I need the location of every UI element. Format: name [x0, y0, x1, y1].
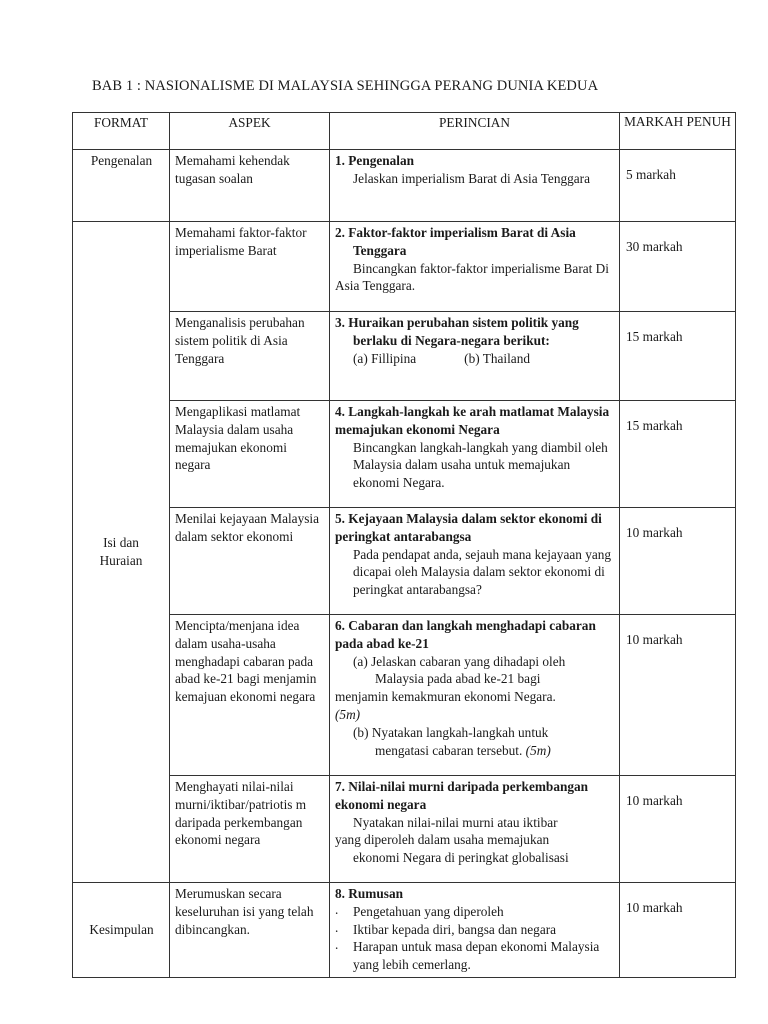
format-label: Pengenalan — [90, 153, 153, 168]
option-a-line1: (a) Jelaskan cabaran yang dihadapi oleh — [353, 653, 566, 669]
perincian-cell — [330, 776, 620, 883]
aspek-cell — [170, 508, 330, 615]
perincian-cell — [330, 401, 620, 508]
markah-cell — [620, 312, 736, 401]
markah-cell — [620, 508, 736, 615]
markah-value: 10 markah — [626, 900, 683, 915]
table-row — [73, 150, 736, 222]
perincian-options — [335, 350, 615, 368]
perincian-body-line3: ekonomi Negara di peringkat globalisasi — [353, 850, 569, 866]
aspek-cell — [170, 401, 330, 508]
perincian-cell — [330, 508, 620, 615]
header-format: FORMAT — [73, 113, 170, 150]
perincian-body-line1: Nyatakan nilai-nilai murni atau iktibar — [353, 814, 558, 830]
format-cell — [73, 222, 170, 883]
aspek-cell — [170, 312, 330, 401]
aspek-text: Mengaplikasi matlamat Malaysia dalam usaha memajukan ekonomi negara — [175, 404, 301, 473]
table-row — [73, 615, 736, 776]
option-a: (a) Fillipina — [353, 350, 417, 366]
perincian-body: Pada pendapat anda, sejauh mana kejayaan yang dicapai oleh Malaysia dalam sektor ekonomi di peringkat antarabangsa? — [353, 546, 612, 598]
perincian-heading: 6. Cabaran dan langkah menghadapi cabaran pada abad ke-21 — [335, 618, 596, 651]
aspek-text: Mencipta/menjana idea dalam usaha-usaha menghadapi cabaran pada abad ke-21 bagi menjamin kemajuan ekonomi negara — [175, 618, 317, 705]
table-row — [73, 312, 736, 401]
list-item: . Harapan untuk masa depan ekonomi Malaysia yang lebih cemerlang. — [335, 938, 615, 974]
aspek-cell — [170, 776, 330, 883]
aspek-text: Menganalisis perubahan sistem politik di Asia Tenggara — [175, 315, 305, 366]
option-b: (b) Thailand — [464, 350, 531, 366]
rubric-table — [72, 112, 736, 978]
markah-value: 15 markah — [626, 418, 683, 433]
perincian-heading-cont: berlaku di Negara-negara berikut: — [353, 332, 550, 348]
list-item: . Pengetahuan yang diperoleh — [335, 903, 615, 921]
markah-value: 10 markah — [626, 632, 683, 647]
markah-cell — [620, 222, 736, 312]
option-a-line3: menjamin kemakmuran ekonomi Negara. — [335, 689, 556, 705]
markah-cell — [620, 615, 736, 776]
markah-value: 30 markah — [626, 239, 683, 254]
format-label: Isi dan Huraian — [99, 535, 143, 568]
list-item: . Iktibar kepada diri, bangsa dan negara — [335, 921, 615, 939]
perincian-cell — [330, 615, 620, 776]
markah-value: 10 markah — [626, 525, 683, 540]
document-title: BAB 1 : NASIONALISME DI MALAYSIA SEHINGGA PERANG DUNIA KEDUA — [92, 78, 599, 94]
aspek-text: Menilai kejayaan Malaysia dalam sektor ekonomi — [175, 511, 319, 544]
markah-value: 15 markah — [626, 329, 683, 344]
format-cell — [73, 150, 170, 222]
markah-value: 5 markah — [626, 167, 676, 182]
table-row — [73, 401, 736, 508]
perincian-cell — [330, 150, 620, 222]
perincian-body-line2: yang diperoleh dalam usaha memajukan — [335, 832, 550, 848]
aspek-text: Memahami kehendak tugasan soalan — [175, 153, 290, 186]
format-cell — [73, 883, 170, 978]
aspek-text: Merumuskan secara keseluruhan isi yang telah dibincangkan. — [175, 886, 314, 937]
perincian-heading: 1. Pengenalan — [335, 153, 415, 168]
perincian-body: Jelaskan imperialism Barat di Asia Tenggara — [353, 170, 590, 186]
table-row — [73, 222, 736, 312]
table-row — [73, 508, 736, 615]
aspek-cell — [170, 883, 330, 978]
perincian-heading: 3. Huraikan perubahan sistem politik yang — [335, 315, 579, 330]
option-b-mark: (5m) — [525, 742, 551, 758]
aspek-text: Menghayati nilai-nilai murni/iktibar/patriotis m daripada perkembangan ekonomi negara — [175, 779, 307, 848]
format-label: Kesimpulan — [89, 921, 154, 937]
perincian-cell — [330, 883, 620, 978]
header-perincian: PERINCIAN — [330, 113, 620, 150]
perincian-heading: 7. Nilai-nilai murni daripada perkembangan ekonomi negara — [335, 779, 589, 812]
markah-cell — [620, 150, 736, 222]
perincian-heading: 5. Kejayaan Malaysia dalam sektor ekonomi di peringkat antarabangsa — [335, 511, 602, 544]
table-header-row — [73, 113, 736, 150]
perincian-cell — [330, 222, 620, 312]
aspek-cell — [170, 222, 330, 312]
option-b-line2: mengatasi cabaran tersebut. — [375, 742, 523, 758]
markah-cell — [620, 401, 736, 508]
aspek-cell — [170, 615, 330, 776]
markah-cell — [620, 776, 736, 883]
option-b-line1: (b) Nyatakan langkah-langkah untuk — [353, 724, 549, 740]
perincian-heading: 2. Faktor-faktor imperialism Barat di Asia Tenggara — [335, 225, 576, 258]
perincian-heading: 4. Langkah-langkah ke arah matlamat Malaysia memajukan ekonomi Negara — [335, 404, 610, 437]
aspek-text: Memahami faktor-faktor imperialisme Barat — [175, 225, 307, 258]
header-aspek: ASPEK — [170, 113, 330, 150]
option-a-mark: (5m) — [335, 706, 361, 722]
perincian-cell — [330, 312, 620, 401]
table-row — [73, 776, 736, 883]
option-a-line2: Malaysia pada abad ke-21 bagi — [375, 671, 541, 687]
aspek-cell — [170, 150, 330, 222]
perincian-body: Bincangkan faktor-faktor imperialisme Barat Di Asia Tenggara. — [335, 260, 609, 294]
markah-cell — [620, 883, 736, 978]
perincian-heading: 8. Rumusan — [335, 886, 403, 901]
table-row — [73, 883, 736, 978]
markah-value: 10 markah — [626, 793, 683, 808]
header-markah: MARKAH PENUH — [620, 113, 736, 150]
perincian-body: Bincangkan langkah-langkah yang diambil oleh Malaysia dalam usaha untuk memajukan ekonomi Negara. — [353, 439, 608, 491]
